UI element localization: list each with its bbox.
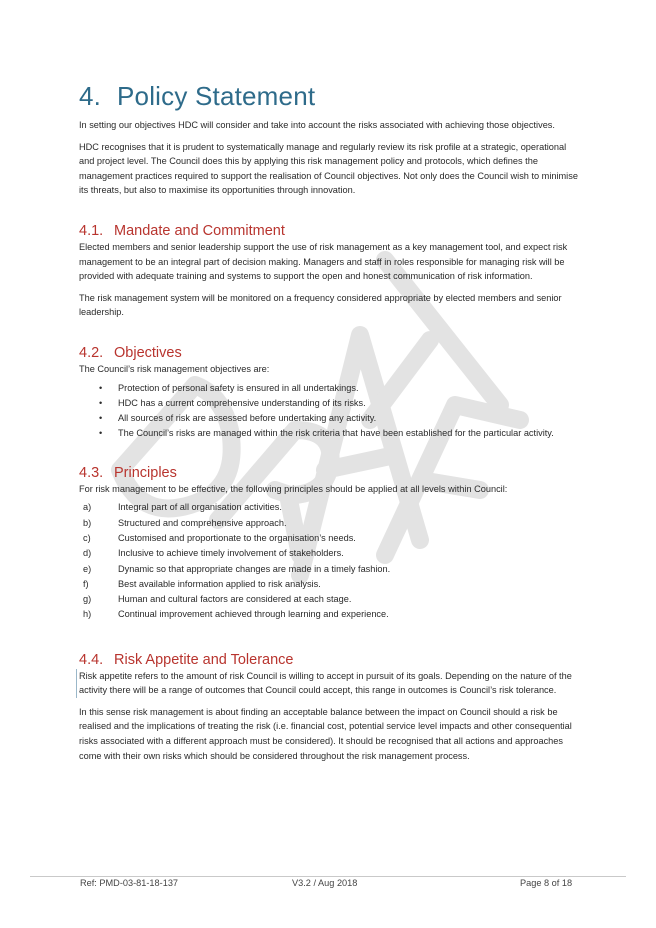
intro-paragraph-1: In setting our objectives HDC will consider and take into account the risks associated with achieving those objectives. — [79, 120, 555, 130]
subsection-heading-objectives — [79, 344, 579, 362]
subsection-number: 4.4. — [79, 651, 104, 668]
appetite-paragraph-2: In this sense risk management is about finding an acceptable balance between the impact on Council should a risk be realised and the implications of treating the risk (i.e. financial cost, potential service level impacts and other consequential risks associated with a different approach must be considered). It should be recognised that all actions and approaches come with their own risks which should be considered throughout the risk management process. — [79, 706, 572, 761]
mandate-paragraph-2: The risk management system will be monitored on a frequency considered appropriate by elected members and senior leadership. — [79, 292, 562, 318]
subsection-number: 4.1. — [79, 222, 104, 239]
bullet-icon: • — [99, 397, 103, 408]
section-heading-policy-statement — [79, 80, 579, 112]
subsection-heading-mandate — [79, 222, 579, 240]
subsection-number: 4.3. — [79, 464, 104, 481]
list-item: f) Best available information applied to risk analysis. — [83, 578, 321, 589]
intro-paragraph-2: HDC recognises that it is prudent to systematically manage and regularly review its risk profile at a strategic, operational and project level. The Council does this by applying this risk management policy and protocols, which defines the management practices required to support the realisation of Council objectives. Not only does the Council wish to minimise its threats, but also to maximise its opportunities through innovation. — [79, 141, 578, 196]
revision-bar — [76, 669, 579, 698]
footer-reference: Ref: PMD-03-81-18-137 — [80, 878, 179, 888]
list-item: • The Council’s risks are managed within the risk criteria that have been established for the particular activity. — [79, 426, 579, 441]
list-item: h) Continual improvement achieved through learning and experience. — [83, 609, 389, 620]
list-item: b) Structured and comprehensive approach. — [83, 517, 287, 528]
objectives-intro: The Council’s risk management objectives are: — [79, 363, 270, 374]
appetite-paragraph-1: Risk appetite refers to the amount of risk Council is willing to accept in pursuit of its goals. Depending on the nature of the activity there will be a range of outcomes that Council could accept, this range in outcomes is Council’s risk tolerance. — [79, 670, 572, 696]
subsection-heading-principles — [79, 464, 579, 482]
footer-page-number: Page 8 of 18 — [520, 878, 573, 888]
list-item: c) Customised and proportionate to the organisation’s needs. — [83, 532, 356, 543]
principles-intro: For risk management to be effective, the following principles should be applied at all levels within Council: — [79, 483, 508, 494]
list-item: e) Dynamic so that appropriate changes are made in a timely fashion. — [83, 563, 391, 574]
bullet-icon: • — [99, 382, 103, 393]
page-content — [79, 80, 579, 770]
mandate-paragraph-1: Elected members and senior leadership support the use of risk management as a key management tool, and expect risk management to be an integral part of decision making. Managers and staff in roles responsible for managing risk will be provided with adequate training and systems to support the open and honest communication of risk information. — [79, 241, 568, 282]
subsection-heading-risk-appetite — [79, 651, 579, 669]
principles-list — [79, 500, 579, 622]
bullet-icon: • — [99, 413, 103, 424]
footer-version: V3.2 / Aug 2018 — [292, 878, 358, 888]
subsection-title: Mandate and Commitment — [114, 222, 285, 239]
section-title: Policy Statement — [117, 81, 316, 111]
list-item: • Protection of personal safety is ensured in all undertakings. — [79, 381, 579, 396]
footer-divider — [30, 876, 626, 877]
subsection-title: Risk Appetite and Tolerance — [114, 651, 294, 668]
list-item: g) Human and cultural factors are considered at each stage. — [83, 594, 352, 605]
subsection-number: 4.2. — [79, 344, 104, 361]
list-item: a) Integral part of all organisation activities. — [83, 502, 282, 513]
section-number: 4. — [79, 81, 102, 111]
list-item: d) Inclusive to achieve timely involvement of stakeholders. — [83, 548, 344, 559]
subsection-title: Principles — [114, 464, 177, 481]
objectives-list — [79, 381, 579, 442]
list-item: • HDC has a current comprehensive understanding of its risks. — [79, 396, 579, 411]
subsection-title: Objectives — [114, 344, 182, 361]
bullet-icon: • — [99, 428, 103, 439]
list-item: • All sources of risk are assessed before undertaking any activity. — [79, 411, 579, 426]
